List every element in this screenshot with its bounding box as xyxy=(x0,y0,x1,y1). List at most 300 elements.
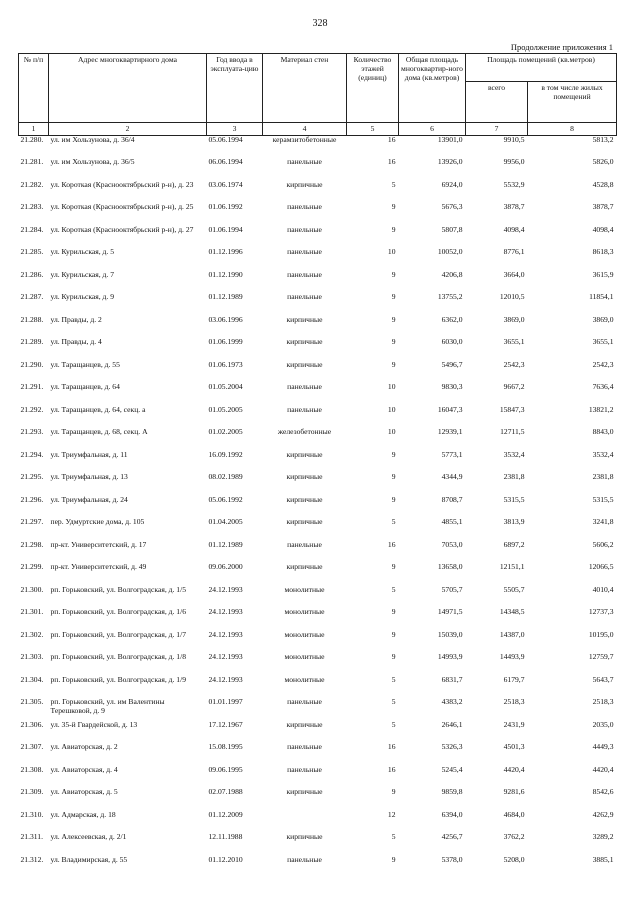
cell-year: 12.11.1988 xyxy=(208,833,243,841)
cell-year: 24.12.1993 xyxy=(208,653,243,661)
cell-num: 21.280. xyxy=(20,135,44,144)
cell-premises-living: 3885,1 xyxy=(592,855,614,864)
cell-num: 21.290. xyxy=(20,360,44,369)
cell-total-area: 4206,8 xyxy=(441,270,463,279)
header-total-area: Общая площадь многоквартир-ного дома (кв.метров) xyxy=(399,54,466,123)
cell-premises-total: 3655,1 xyxy=(503,338,525,346)
table-row xyxy=(19,721,617,744)
cell-address: ул. Авиаторская, д. 2 xyxy=(50,743,118,751)
cell-total-area: 5378,0 xyxy=(441,855,463,864)
cell-material: монолитные xyxy=(284,585,325,594)
cell-material: кирпичные xyxy=(286,518,323,526)
cell-year: 02.07.1988 xyxy=(208,788,243,796)
cell-address: ул. Курильская, д. 7 xyxy=(50,270,115,279)
housing-table xyxy=(18,53,617,878)
cell-premises-living: 2518,3 xyxy=(592,698,614,706)
cell-num: 21.302. xyxy=(20,630,44,639)
cell-year: 09.06.2000 xyxy=(208,563,243,571)
cell-premises-living: 12737,3 xyxy=(588,608,614,616)
cell-num: 21.282. xyxy=(20,180,44,189)
cell-address: ул. Адмарская, д. 18 xyxy=(50,810,116,819)
cell-floors: 16 xyxy=(387,135,396,144)
cell-premises-total: 3878,7 xyxy=(503,203,525,211)
table-row xyxy=(19,496,617,519)
cell-floors: 5 xyxy=(391,698,396,706)
header-premises-living: в том числе жилых помещений xyxy=(528,82,617,123)
cell-floors: 9 xyxy=(391,563,396,571)
cell-premises-total: 9910,5 xyxy=(503,135,525,144)
cell-year: 01.12.1996 xyxy=(208,248,243,256)
cell-year: 24.12.1993 xyxy=(208,608,243,616)
cell-premises-living: 3241,8 xyxy=(592,518,614,526)
cell-material: панельные xyxy=(287,225,322,234)
cell-num: 21.303. xyxy=(20,653,44,661)
cell-floors: 10 xyxy=(387,248,396,256)
cell-total-area: 2646,1 xyxy=(441,720,463,729)
cell-num: 21.285. xyxy=(20,248,44,256)
cell-premises-total: 2381,8 xyxy=(503,473,525,481)
table-row xyxy=(19,631,617,654)
cell-year: 01.12.1989 xyxy=(208,540,243,549)
cell-floors: 16 xyxy=(387,765,396,774)
cell-year: 05.06.1992 xyxy=(208,495,243,504)
cell-premises-living: 5826,0 xyxy=(592,158,614,166)
cell-total-area: 13926,0 xyxy=(437,158,463,166)
cell-address: рп. Горьковский, ул. им Валентины Терешковой, д. 9 xyxy=(50,698,165,715)
cell-num: 21.284. xyxy=(20,225,44,234)
cell-premises-total: 12711,5 xyxy=(500,428,525,436)
cell-year: 24.12.1993 xyxy=(208,585,243,594)
cell-floors: 5 xyxy=(391,518,396,526)
header-floors: Количество этажей (единиц) xyxy=(347,54,399,123)
table-row xyxy=(19,563,617,586)
cell-total-area: 5705,7 xyxy=(441,585,463,594)
cell-floors: 5 xyxy=(391,833,396,841)
cell-floors: 9 xyxy=(391,360,396,369)
cell-year: 01.04.2005 xyxy=(208,518,243,526)
cell-year: 01.06.1973 xyxy=(208,360,243,369)
cell-num: 21.294. xyxy=(20,450,44,459)
cell-material: панельные xyxy=(287,248,322,256)
cell-year: 01.06.1992 xyxy=(208,203,243,211)
cell-material: кирпичные xyxy=(286,360,323,369)
column-number: 1 xyxy=(19,123,49,136)
cell-material: панельные xyxy=(287,698,322,706)
cell-floors: 5 xyxy=(391,585,396,594)
cell-year: 24.12.1993 xyxy=(208,675,243,684)
cell-floors: 10 xyxy=(387,383,396,391)
column-number: 6 xyxy=(399,123,466,136)
cell-address: ул. им Хользунова, д. 36/4 xyxy=(50,135,135,144)
cell-total-area: 13901,0 xyxy=(437,135,463,144)
cell-premises-living: 5315,5 xyxy=(592,495,614,504)
column-number: 2 xyxy=(49,123,207,136)
cell-premises-living: 5606,2 xyxy=(592,540,614,549)
cell-address: ул. Курильская, д. 9 xyxy=(50,293,115,301)
cell-premises-total: 6897,2 xyxy=(503,540,525,549)
cell-num: 21.291. xyxy=(20,383,44,391)
cell-address: ул. Таращанцев, д. 55 xyxy=(50,360,120,369)
cell-floors: 9 xyxy=(391,270,396,279)
cell-num: 21.283. xyxy=(20,203,44,211)
cell-num: 21.288. xyxy=(20,315,44,324)
cell-premises-total: 4684,0 xyxy=(503,810,525,819)
cell-year: 06.06.1994 xyxy=(208,158,243,166)
cell-premises-total: 2542,3 xyxy=(503,360,525,369)
table-row xyxy=(19,203,617,226)
cell-year: 01.01.1997 xyxy=(208,698,243,706)
cell-premises-total: 5505,7 xyxy=(503,585,525,594)
cell-premises-living: 4098,4 xyxy=(592,225,614,234)
cell-total-area: 4344,9 xyxy=(441,473,463,481)
cell-num: 21.296. xyxy=(20,495,44,504)
cell-address: ул. Владимирская, д. 55 xyxy=(50,855,128,864)
table-row xyxy=(19,541,617,564)
cell-total-area: 13658,0 xyxy=(437,563,463,571)
cell-floors: 5 xyxy=(391,720,396,729)
table-row xyxy=(19,248,617,271)
cell-premises-living: 13821,2 xyxy=(588,405,614,414)
column-number: 8 xyxy=(528,123,617,136)
cell-premises-total: 5532,9 xyxy=(503,180,525,189)
cell-num: 21.287. xyxy=(20,293,44,301)
cell-year: 03.06.1974 xyxy=(208,180,243,189)
cell-num: 21.310. xyxy=(20,810,44,819)
cell-address: ул. Короткая (Краснооктябрьский р-н), д. 23 xyxy=(50,180,194,189)
cell-premises-living: 11854,1 xyxy=(589,293,614,301)
cell-material: панельные xyxy=(287,203,322,211)
cell-floors: 10 xyxy=(387,428,396,436)
column-number: 4 xyxy=(263,123,347,136)
cell-total-area: 5807,8 xyxy=(441,225,463,234)
cell-address: ул. им Хользунова, д. 36/5 xyxy=(50,158,135,166)
cell-premises-total: 3762,2 xyxy=(503,833,525,841)
cell-premises-living: 4010,4 xyxy=(592,585,614,594)
cell-premises-total: 9667,2 xyxy=(503,383,525,391)
cell-premises-total: 9281,6 xyxy=(503,788,525,796)
cell-num: 21.308. xyxy=(20,765,44,774)
cell-premises-living: 3289,2 xyxy=(592,833,614,841)
cell-floors: 16 xyxy=(387,743,396,751)
cell-premises-total: 5208,0 xyxy=(503,855,525,864)
cell-year: 01.05.2005 xyxy=(208,405,243,414)
cell-premises-total: 14348,5 xyxy=(499,608,525,616)
cell-material: кирпичные xyxy=(286,720,323,729)
cell-total-area: 5773,1 xyxy=(441,450,463,459)
cell-premises-total: 8776,1 xyxy=(503,248,525,256)
cell-premises-total: 14387,0 xyxy=(499,630,525,639)
cell-address: ул. Триумфальная, д. 11 xyxy=(50,450,128,459)
cell-year: 01.12.2009 xyxy=(208,810,243,819)
table-row xyxy=(19,676,617,699)
cell-year: 15.08.1995 xyxy=(208,743,243,751)
cell-premises-living: 8542,6 xyxy=(592,788,614,796)
cell-premises-living: 2035,0 xyxy=(592,720,614,729)
cell-floors: 10 xyxy=(387,405,396,414)
cell-premises-living: 3878,7 xyxy=(592,203,614,211)
cell-address: ул. Авиаторская, д. 5 xyxy=(50,788,118,796)
cell-year: 24.12.1993 xyxy=(208,630,243,639)
cell-premises-living: 3532,4 xyxy=(592,450,614,459)
cell-total-area: 6924,0 xyxy=(441,180,463,189)
cell-total-area: 6394,0 xyxy=(441,810,463,819)
cell-floors: 9 xyxy=(391,225,396,234)
cell-total-area: 16047,3 xyxy=(437,405,463,414)
cell-material: кирпичные xyxy=(286,450,323,459)
cell-floors: 9 xyxy=(391,338,396,346)
cell-material: панельные xyxy=(287,405,322,414)
cell-address: ул. Правды, д. 4 xyxy=(50,338,102,346)
cell-floors: 5 xyxy=(391,675,396,684)
cell-floors: 9 xyxy=(391,608,396,616)
cell-num: 21.311. xyxy=(20,833,43,841)
cell-total-area: 13755,2 xyxy=(437,293,463,301)
table-row xyxy=(19,383,617,406)
cell-material: кирпичные xyxy=(286,833,323,841)
cell-total-area: 5676,3 xyxy=(441,203,463,211)
cell-material: кирпичные xyxy=(286,495,323,504)
table-row xyxy=(19,316,617,339)
cell-num: 21.309. xyxy=(20,788,44,796)
cell-floors: 9 xyxy=(391,855,396,864)
page-number: 328 xyxy=(312,18,328,29)
cell-year: 01.06.1999 xyxy=(208,338,243,346)
cell-year: 17.12.1967 xyxy=(208,720,243,729)
cell-total-area: 5496,7 xyxy=(441,360,463,369)
table-row xyxy=(19,158,617,181)
table-row xyxy=(19,451,617,474)
table-row xyxy=(19,293,617,316)
cell-num: 21.286. xyxy=(20,270,44,279)
cell-address: ул. Триумфальная, д. 24 xyxy=(50,495,128,504)
cell-premises-living: 4420,4 xyxy=(592,765,614,774)
cell-premises-living: 8618,3 xyxy=(592,248,614,256)
table-row xyxy=(19,788,617,811)
cell-premises-total: 14493,9 xyxy=(499,653,525,661)
cell-premises-total: 2431,9 xyxy=(503,720,525,729)
cell-total-area: 4383,2 xyxy=(441,698,463,706)
table-row xyxy=(19,698,617,721)
cell-premises-living: 12066,5 xyxy=(588,563,614,571)
cell-address: рп. Горьковский, ул. Волгоградская, д. 1/8 xyxy=(50,653,186,661)
table-row xyxy=(19,226,617,249)
cell-year: 09.06.1995 xyxy=(208,765,243,774)
cell-total-area: 6030,0 xyxy=(441,338,463,346)
cell-premises-living: 4449,3 xyxy=(592,743,614,751)
cell-year: 01.12.2010 xyxy=(208,855,243,864)
cell-material: панельные xyxy=(287,270,322,279)
cell-material: керамзитобетонные xyxy=(272,135,337,144)
cell-premises-total: 4501,3 xyxy=(503,743,525,751)
table-row xyxy=(19,518,617,541)
cell-premises-total: 3664,0 xyxy=(503,270,525,279)
table-body xyxy=(19,136,617,879)
cell-num: 21.297. xyxy=(20,518,44,526)
cell-num: 21.295. xyxy=(20,473,44,481)
cell-material: кирпичные xyxy=(286,788,323,796)
cell-num: 21.312. xyxy=(20,855,44,864)
cell-address: ул. Правды, д. 2 xyxy=(50,315,102,324)
cell-premises-total: 12151,1 xyxy=(499,563,525,571)
cell-year: 03.06.1996 xyxy=(208,315,243,324)
cell-material: панельные xyxy=(287,743,322,751)
cell-premises-living: 2542,3 xyxy=(592,360,614,369)
header-premises-area: Площадь помещений (кв.метров) xyxy=(466,54,617,82)
cell-total-area: 14993,9 xyxy=(437,653,463,661)
continuation-note: Продолжение приложения 1 xyxy=(510,42,613,52)
cell-material: кирпичные xyxy=(286,563,323,571)
table-row xyxy=(19,428,617,451)
table-row xyxy=(19,586,617,609)
cell-num: 21.292. xyxy=(20,405,44,414)
cell-year: 01.12.1989 xyxy=(208,293,243,301)
cell-total-area: 9830,3 xyxy=(441,383,463,391)
cell-total-area: 4256,7 xyxy=(441,833,463,841)
cell-total-area: 5326,3 xyxy=(441,743,463,751)
cell-num: 21.293. xyxy=(20,428,44,436)
cell-material: панельные xyxy=(287,158,322,166)
cell-premises-living: 8843,0 xyxy=(592,428,614,436)
cell-material: панельные xyxy=(287,540,322,549)
cell-premises-living: 5813,2 xyxy=(592,135,614,144)
cell-material: панельные xyxy=(287,293,322,301)
table-row xyxy=(19,653,617,676)
cell-address: ул. Курильская, д. 5 xyxy=(50,248,115,256)
table-row xyxy=(19,181,617,204)
cell-premises-total: 5315,5 xyxy=(503,495,525,504)
cell-material xyxy=(263,811,347,834)
cell-floors: 5 xyxy=(391,180,396,189)
cell-address: пр-кт. Университетский, д. 17 xyxy=(50,540,147,549)
cell-num: 21.304. xyxy=(20,675,44,684)
cell-total-area: 6831,7 xyxy=(441,675,463,684)
cell-total-area: 8708,7 xyxy=(441,495,463,504)
table-row xyxy=(19,136,617,159)
cell-num: 21.305. xyxy=(20,698,44,706)
cell-floors: 9 xyxy=(391,495,396,504)
column-number: 3 xyxy=(207,123,263,136)
cell-address: рп. Горьковский, ул. Волгоградская, д. 1/5 xyxy=(50,585,186,594)
cell-address: ул. Авиаторская, д. 4 xyxy=(50,765,118,774)
column-number: 7 xyxy=(466,123,528,136)
cell-premises-living: 10195,0 xyxy=(588,630,614,639)
cell-address: рп. Горьковский, ул. Волгоградская, д. 1/9 xyxy=(50,675,186,684)
header-address: Адрес многоквартирного дома xyxy=(49,54,207,123)
cell-address: ул. Таращанцев, д. 64 xyxy=(50,383,120,391)
cell-num: 21.281. xyxy=(20,158,44,166)
table-row xyxy=(19,271,617,294)
table-row xyxy=(19,473,617,496)
cell-material: монолитные xyxy=(284,675,325,684)
header-material: Материал стен xyxy=(263,54,347,123)
cell-address: ул. Короткая (Краснооктябрьский р-н), д. 27 xyxy=(50,225,194,234)
cell-year: 08.02.1989 xyxy=(208,473,243,481)
table-row xyxy=(19,743,617,766)
cell-total-area: 10052,0 xyxy=(437,248,463,256)
cell-material: кирпичные xyxy=(286,315,323,324)
cell-premises-total: 12010,5 xyxy=(499,293,525,301)
header-year: Год ввода в эксплуата-цию xyxy=(207,54,263,123)
cell-num: 21.307. xyxy=(20,743,44,751)
cell-premises-living: 3615,9 xyxy=(592,270,614,279)
cell-address: рп. Горьковский, ул. Волгоградская, д. 1/7 xyxy=(50,630,186,639)
cell-address: ул. 35-й Гвардейской, д. 13 xyxy=(50,720,138,729)
cell-floors: 9 xyxy=(391,788,396,796)
table-row xyxy=(19,338,617,361)
cell-address: ул. Таращанцев, д. 68, секц. А xyxy=(50,428,148,436)
cell-total-area: 5245,4 xyxy=(441,765,463,774)
cell-premises-total: 3532,4 xyxy=(503,450,525,459)
cell-material: монолитные xyxy=(284,608,325,616)
cell-floors: 9 xyxy=(391,630,396,639)
cell-address: ул. Таращанцев, д. 64, секц. а xyxy=(50,405,146,414)
table-row xyxy=(19,608,617,631)
table-row xyxy=(19,833,617,856)
cell-total-area: 14971,5 xyxy=(437,608,463,616)
cell-num: 21.299. xyxy=(20,563,44,571)
cell-num: 21.289. xyxy=(20,338,44,346)
cell-year: 01.02.2005 xyxy=(208,428,243,436)
cell-material: панельные xyxy=(287,765,322,774)
cell-premises-living: 3869,0 xyxy=(592,315,614,324)
cell-year: 01.05.2004 xyxy=(208,383,243,391)
cell-material: кирпичные xyxy=(286,180,323,189)
cell-total-area: 12939,1 xyxy=(437,428,463,436)
cell-premises-total: 4420,4 xyxy=(503,765,525,774)
cell-address: рп. Горьковский, ул. Волгоградская, д. 1/6 xyxy=(50,608,186,616)
cell-year: 05.06.1994 xyxy=(208,135,243,144)
cell-floors: 12 xyxy=(387,810,396,819)
cell-address: ул. Триумфальная, д. 13 xyxy=(50,473,128,481)
table-row xyxy=(19,856,617,879)
cell-total-area: 7053,0 xyxy=(441,540,463,549)
cell-num: 21.300. xyxy=(20,585,44,594)
cell-num: 21.301. xyxy=(20,608,44,616)
cell-premises-total: 15847,3 xyxy=(499,405,525,414)
header-premises-total: всего xyxy=(466,82,528,123)
cell-material: панельные xyxy=(287,855,322,864)
column-number: 5 xyxy=(347,123,399,136)
table-row xyxy=(19,811,617,834)
cell-floors: 9 xyxy=(391,315,396,324)
cell-material: кирпичные xyxy=(286,473,323,481)
header-num: № п/п xyxy=(19,54,49,123)
cell-address: ул. Алексеевская, д. 2/1 xyxy=(50,833,127,841)
table-row xyxy=(19,361,617,384)
cell-material: монолитные xyxy=(284,653,325,661)
cell-floors: 9 xyxy=(391,653,396,661)
cell-material: панельные xyxy=(287,383,322,391)
table-row xyxy=(19,406,617,429)
cell-premises-living: 7636,4 xyxy=(592,383,614,391)
cell-floors: 9 xyxy=(391,293,396,301)
cell-num: 21.306. xyxy=(20,720,44,729)
cell-premises-living: 3655,1 xyxy=(592,338,614,346)
cell-premises-total: 2518,3 xyxy=(503,698,525,706)
cell-material: монолитные xyxy=(284,630,325,639)
cell-year: 01.12.1990 xyxy=(208,270,243,279)
cell-premises-total: 3813,9 xyxy=(503,518,525,526)
cell-material: кирпичные xyxy=(286,338,323,346)
cell-address: пер. Удмуртские дома, д. 105 xyxy=(50,518,145,526)
cell-floors: 9 xyxy=(391,203,396,211)
cell-premises-living: 12759,7 xyxy=(588,653,614,661)
cell-premises-total: 3869,0 xyxy=(503,315,525,324)
cell-floors: 16 xyxy=(387,540,396,549)
cell-floors: 9 xyxy=(391,450,396,459)
cell-premises-living: 4262,9 xyxy=(592,810,614,819)
cell-premises-total: 6179,7 xyxy=(503,675,525,684)
